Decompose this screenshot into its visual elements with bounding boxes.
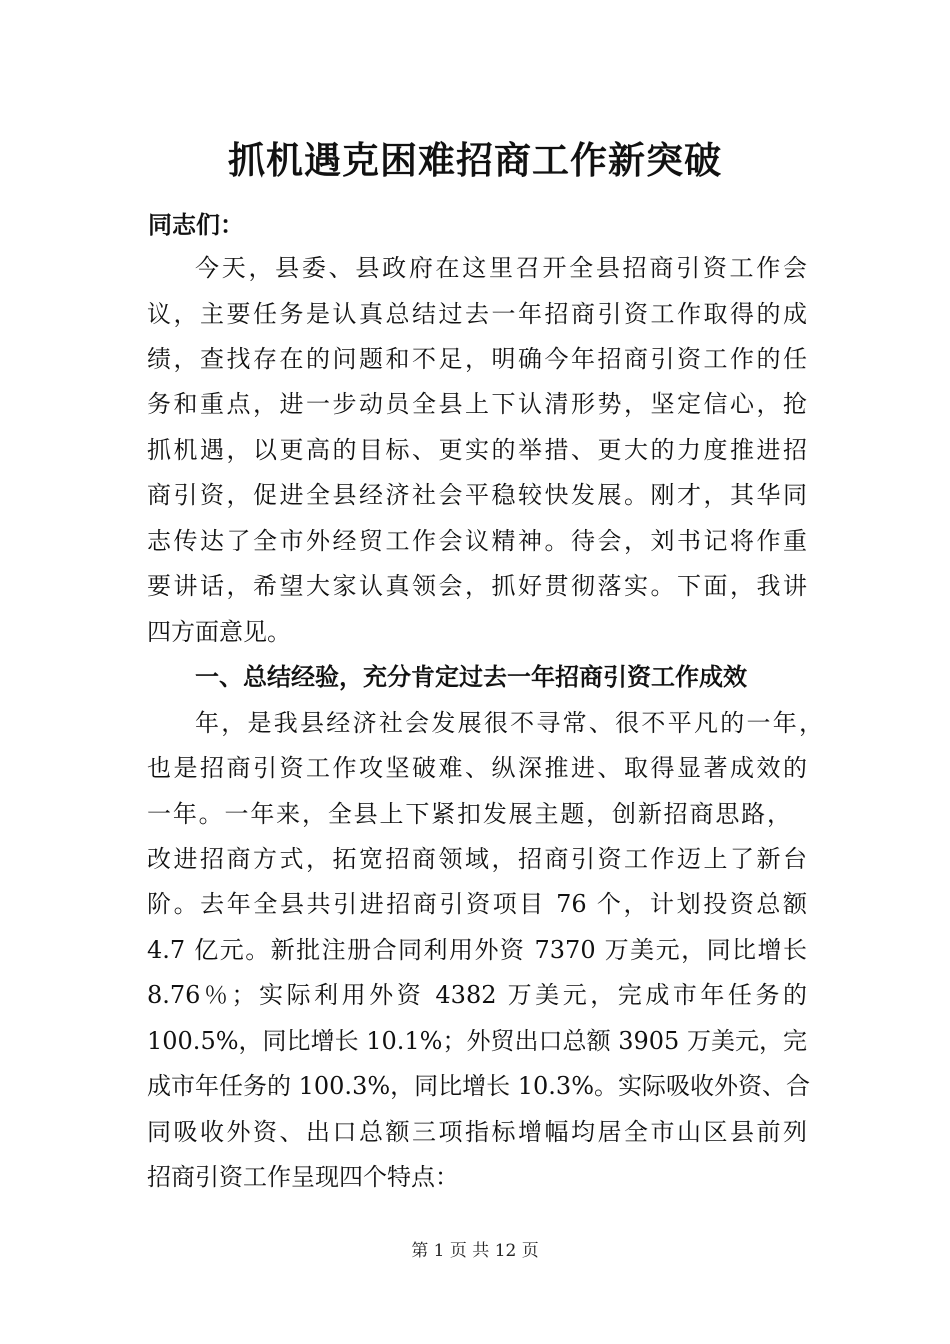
paragraph-line: 要讲话，希望大家认真领会，抓好贯彻落实。下面，我讲 bbox=[147, 572, 807, 600]
document-title: 抓机遇克困难招商工作新突破 bbox=[228, 138, 722, 182]
paragraph-line: 100.5%，同比增长 10.1%；外贸出口总额 3905 万美元，完 bbox=[147, 1027, 807, 1055]
paragraph-line: 招商引资工作呈现四个特点： bbox=[147, 1163, 459, 1191]
paragraph-line: 绩，查找存在的问题和不足，明确今年招商引资工作的任 bbox=[147, 345, 807, 373]
paragraph-line: 志传达了全市外经贸工作会议精神。待会，刘书记将作重 bbox=[147, 527, 807, 555]
paragraph-line: 同吸收外资、出口总额三项指标增幅均居全市山区县前列 bbox=[147, 1118, 807, 1146]
paragraph-line: 抓机遇，以更高的目标、更实的举措、更大的力度推进招 bbox=[147, 436, 807, 464]
paragraph-line: 议，主要任务是认真总结过去一年招商引资工作取得的成 bbox=[147, 300, 807, 328]
paragraph-line: 阶。去年全县共引进招商引资项目 76 个，计划投资总额 bbox=[147, 890, 807, 918]
salutation: 同志们： bbox=[148, 211, 244, 239]
paragraph-line: 今天，县委、县政府在这里召开全县招商引资工作会 bbox=[195, 254, 807, 282]
paragraph-line: 四方面意见。 bbox=[147, 618, 291, 646]
paragraph-line: 一年。一年来，全县上下紧扣发展主题，创新招商思路， bbox=[147, 800, 791, 828]
paragraph-line: 年，是我县经济社会发展很不寻常、很不平凡的一年， bbox=[195, 709, 823, 737]
section-heading: 一、总结经验，充分肯定过去一年招商引资工作成效 bbox=[195, 663, 747, 691]
paragraph-line: 改进招商方式，拓宽招商领域，招商引资工作迈上了新台 bbox=[147, 845, 807, 873]
paragraph-line: 商引资，促进全县经济社会平稳较快发展。刚才，其华同 bbox=[147, 481, 807, 509]
paragraph-line: 8.76％；实际利用外资 4382 万美元，完成市年任务的 bbox=[147, 981, 807, 1009]
paragraph-line: 务和重点，进一步动员全县上下认清形势，坚定信心，抢 bbox=[147, 390, 807, 418]
paragraph-line: 也是招商引资工作攻坚破难、纵深推进、取得显著成效的 bbox=[147, 754, 807, 782]
paragraph-line: 成市年任务的 100.3%，同比增长 10.3%。实际吸收外资、合 bbox=[147, 1072, 811, 1100]
page-number-footer: 第 1 页 共 12 页 bbox=[411, 1241, 539, 1261]
paragraph-line: 4.7 亿元。新批注册合同利用外资 7370 万美元，同比增长 bbox=[147, 936, 807, 964]
